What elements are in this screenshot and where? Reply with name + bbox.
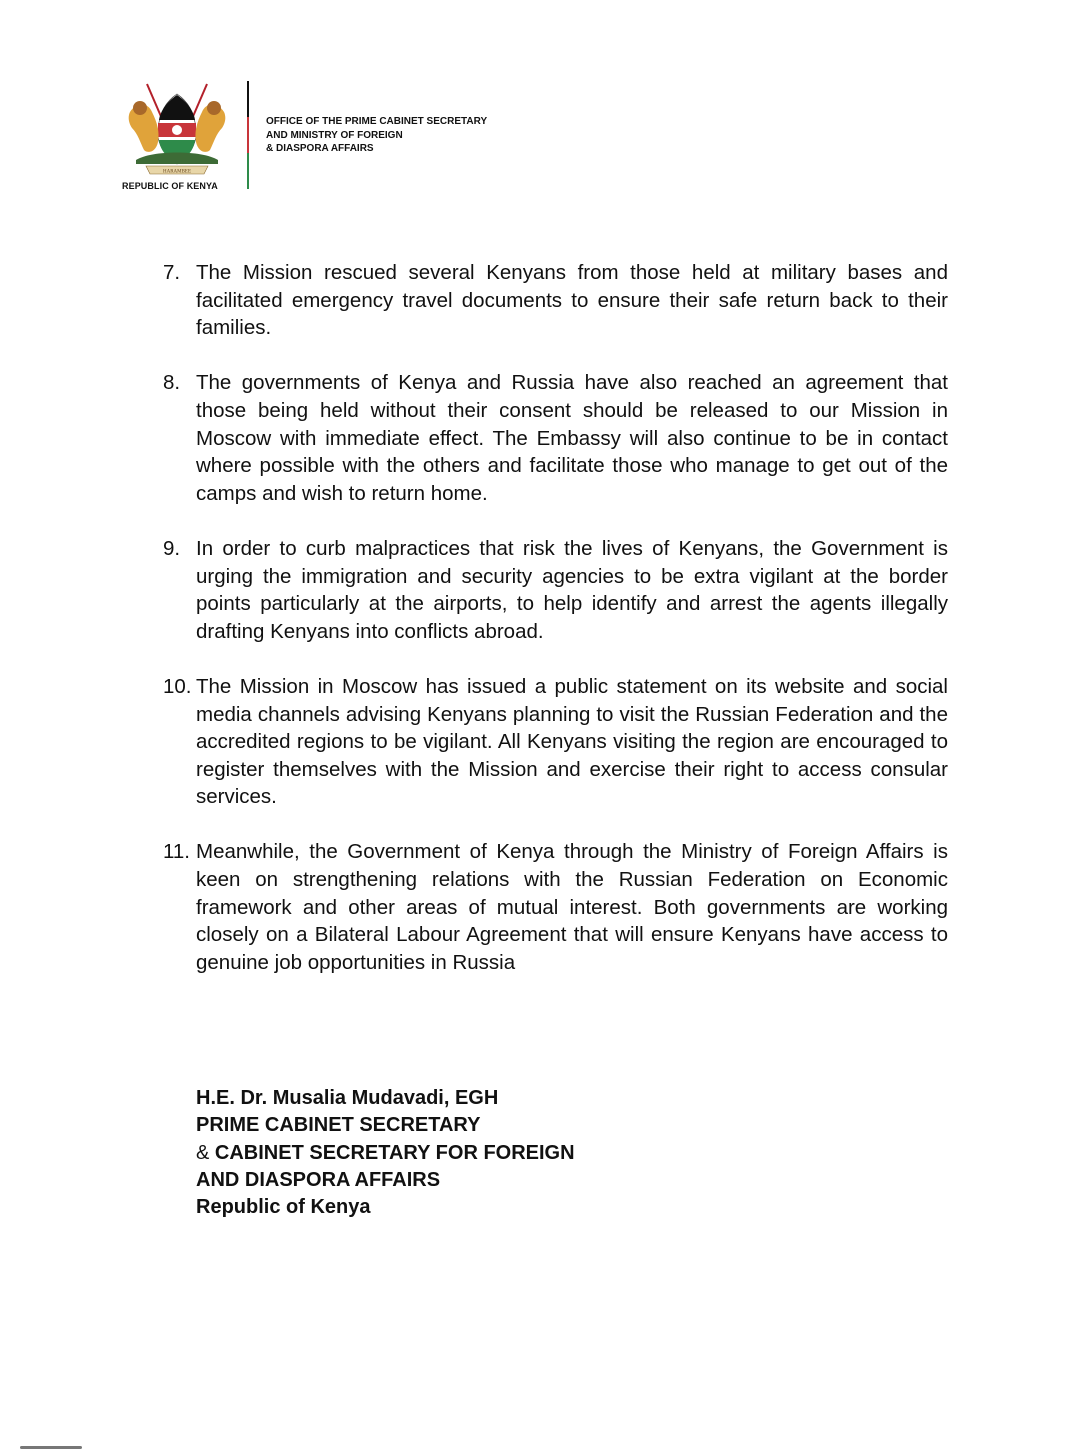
ampersand: & xyxy=(196,1141,215,1164)
list-item xyxy=(163,369,948,507)
office-line: OFFICE OF THE PRIME CABINET SECRETARY xyxy=(266,116,488,127)
list-item xyxy=(163,535,948,645)
office-line: AND MINISTRY OF FOREIGN xyxy=(266,129,403,141)
list-item xyxy=(163,838,948,976)
letterhead xyxy=(0,0,1080,200)
republic-label: REPUBLIC OF KENYA xyxy=(122,181,218,191)
kenya-coat-of-arms-icon xyxy=(122,80,232,180)
item-text: The Mission rescued several Kenyans from those held at military bases and facilitated emergency travel documents to ensure their safe return back to their families. xyxy=(196,261,948,340)
item-text: The governments of Kenya and Russia have also reached an agreement that those being held without their consent should be released to our Mission in Moscow with immediate effect. The Embassy will also continue to be in contact where possible with the others and facilitate those who manage to get out of the camps and wish to return home. xyxy=(196,371,948,505)
item-number: 11. xyxy=(163,840,190,864)
item-number: 9. xyxy=(163,536,181,560)
item-text: Meanwhile, the Government of Kenya through the Ministry of Foreign Affairs is keen on strengthening relations with the Russian Federation on Economic framework and other areas of mutual interest. Both governments are working closely on a Bilateral Labour Agreement that will ensure Kenyans have access to genuine job opportunities in Russia xyxy=(196,840,948,974)
signatory-country: Republic of Kenya xyxy=(196,1196,371,1219)
item-text: The Mission in Moscow has issued a public statement on its website and social media channels advising Kenyans planning to visit the Russian Federation and the accredited regions to be vigilant. All Kenyans visiting the region are encouraged to register themselves with the Mission and exercise their right to access consular services. xyxy=(196,674,948,809)
office-line: & DIASPORA AFFAIRS xyxy=(266,143,374,154)
signatory-title: PRIME CABINET SECRETARY xyxy=(196,1114,481,1137)
item-text: In order to curb malpractices that risk the lives of Kenyans, the Government is urging the immigration and security agencies to be extra vigilant at the border points particularly at the airports, to help identify and arrest the agents illegally drafting Kenyans into conflicts abroad. xyxy=(196,536,948,643)
signatory-title: & CABINET SECRETARY FOR FOREIGN xyxy=(196,1141,575,1164)
statement-list xyxy=(163,259,948,1004)
divider-green-segment xyxy=(247,153,249,189)
signatory-title: AND DIASPORA AFFAIRS xyxy=(196,1168,441,1191)
office-title xyxy=(266,115,487,156)
signatory-name: H.E. Dr. Musalia Mudavadi, EGH xyxy=(196,1087,499,1109)
item-number: 8. xyxy=(163,371,181,395)
svg-text:HARAMBEE: HARAMBEE xyxy=(162,169,192,175)
list-item xyxy=(163,673,948,811)
item-number: 10. xyxy=(163,674,192,698)
divider-red-segment xyxy=(247,117,249,153)
list-item xyxy=(163,259,948,342)
divider-black-segment xyxy=(247,81,249,117)
item-number: 7. xyxy=(163,261,181,284)
signature-block xyxy=(196,1085,575,1221)
flag-color-divider xyxy=(247,81,249,189)
